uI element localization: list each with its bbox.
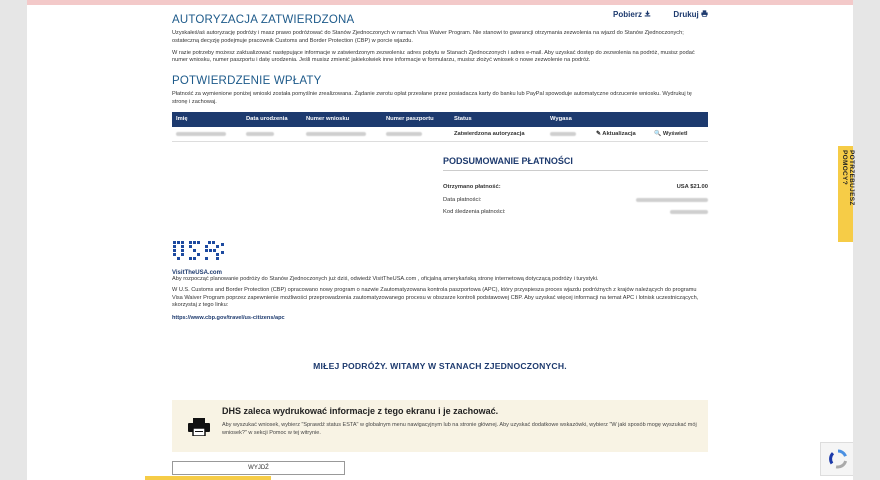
print-icon xyxy=(701,10,708,17)
col-action-1 xyxy=(592,112,650,127)
download-button[interactable] xyxy=(603,10,651,19)
approved-paragraph-2: W razie potrzeby możesz zaktualizować następujące informacje w zatwierdzonym zezwoleniu: adres pobytu w Stanach Zjednoczonych i adres e-mail. Aby uzyskać dostęp do zezwolenia na podróż, musisz podać numer wniosku, numer paszportu i datę urodzenia. Jeśli musisz zmienić jakiekolwiek inne informacje w formularzu, musisz złożyć wniosek o nowe zezwolenie na podróż. xyxy=(172,49,695,64)
logo-caption: VisitTheUSA.com xyxy=(172,270,222,276)
visit-info xyxy=(172,276,708,323)
col-application-number: Numer wniosku xyxy=(302,112,382,127)
print-notice xyxy=(172,400,708,452)
date-label: Data płatności: xyxy=(443,196,482,203)
received-label: Otrzymano płatność: xyxy=(443,184,501,191)
notice-body: Aby wyszukać wniosek, wybierz "Sprawdź status ESTA" w globalnym menu nawigacyjnym lub na stronie głównej. Aby uzyskać dodatkowe wskazówki, wybierz "W jaki sposób mogę wyszukać mój wniosek?" w sekcji Pomoc w tej witrynie. xyxy=(222,422,697,436)
col-action-2 xyxy=(650,112,708,127)
redacted-application-number xyxy=(302,127,382,142)
bottom-help-bar xyxy=(145,476,271,480)
redacted-birth-date xyxy=(242,127,302,142)
status-cell: Zatwierdzona autoryzacja xyxy=(450,127,546,142)
download-label: Pobierz xyxy=(613,10,642,19)
download-icon xyxy=(644,10,651,17)
col-status: Status xyxy=(450,112,546,127)
summary-divider xyxy=(443,170,708,171)
top-alert-bar xyxy=(27,0,853,5)
printer-icon xyxy=(188,418,210,436)
welcome-message: MIŁEJ PODRÓŻY. WITAMY W STANACH ZJEDNOCZONYCH. xyxy=(313,361,567,371)
recaptcha-icon xyxy=(827,448,849,470)
summary-row-tracking xyxy=(443,206,708,219)
received-value: USA $21.00 xyxy=(676,184,708,191)
apc-link[interactable]: https://www.cbp.gov/travel/us-citizens/apc xyxy=(172,315,285,322)
update-link[interactable]: ✎ Aktualizacja xyxy=(592,127,650,142)
content-column xyxy=(172,8,708,471)
payment-summary xyxy=(443,156,708,219)
col-birth-date: Data urodzenia xyxy=(242,112,302,127)
summary-row-date xyxy=(443,194,708,207)
approved-paragraph-1: Uzyskałeś/aś autoryzację podróży i masz prawo podróżować do Stanów Zjednoczonych w ramach Visa Waiver Program. Nie stanowi to gwarancji otrzymania zezwolenia na wjazd do Stanów Zjednoczonych; ostateczną decyzję podejmuje pracownik Customs and Border Protection (CBP) w porcie wjazdu. xyxy=(172,30,684,44)
visittheusa-logo[interactable] xyxy=(172,239,232,276)
print-label: Drukuj xyxy=(673,10,699,19)
table-row xyxy=(172,127,708,142)
notice-title: DHS zaleca wydrukować informacje z tego ekranu i je zachować. xyxy=(222,406,499,416)
summary-row-received xyxy=(443,181,708,194)
redacted-passport-number xyxy=(382,127,450,142)
payment-paragraph: Płatność za wymienione poniżej wnioski została pomyślnie zrealizowana. Żądanie zwrotu opłat przesłane przez posiadacza karty do banku lub PayPal spowoduje automatyczne odrzucenie wniosku. Wydrukuj tę stronę i zachowaj. xyxy=(172,91,692,105)
col-first-name: Imię xyxy=(172,112,242,127)
visit-paragraph-2: W U.S. Customs and Border Protection (CBP) opracowano nowy program o nazwie Zautomatyzowana kontrola paszportowa (APC), który przyspiesza proces wjazdu podróżnych z krajów należących do programu Visa Waiver Program poprzez zapewnienie możliwości przeprowadzenia zautomatyzowanego procesu w obszarze kontroli podstawowej CBP. Aby uzyskać więcej informacji na temat APC i lotnisk uczestniczących, skorzystaj z tego linku: xyxy=(172,286,699,309)
summary-title: PODSUMOWANIE PŁATNOŚCI xyxy=(443,156,573,166)
tracking-label: Kod śledzenia płatności: xyxy=(443,209,506,216)
redacted-expiry xyxy=(546,127,592,142)
view-link[interactable]: 🔍 Wyświetl xyxy=(650,127,708,142)
redacted-name xyxy=(172,127,242,142)
col-expires: Wygasa xyxy=(546,112,592,127)
help-tab-label: POTRZEBUJESZ POMOCY? xyxy=(841,150,855,206)
redacted-tracking xyxy=(670,210,708,214)
usa-logo-icon xyxy=(172,239,227,265)
table-header-row xyxy=(172,112,708,127)
help-tab[interactable] xyxy=(838,146,853,242)
approved-title: AUTORYZACJA ZATWIERDZONA xyxy=(172,14,355,26)
applications-table xyxy=(172,112,708,143)
payment-title: POTWIERDZENIE WPŁATY xyxy=(172,75,322,88)
recaptcha-badge[interactable] xyxy=(820,442,853,476)
main-page xyxy=(27,0,853,480)
print-button[interactable] xyxy=(663,10,708,19)
col-passport-number: Numer paszportu xyxy=(382,112,450,127)
redacted-date xyxy=(636,198,708,202)
page-actions xyxy=(593,10,708,19)
exit-button[interactable]: WYJDŹ xyxy=(172,461,345,475)
visit-paragraph-1: Aby rozpocząć planowanie podróży do Stanów Zjednoczonych już dziś, odwiedź VisitTheUSA.com , oficjalną amerykańską stronę internetową dotyczącą podróży i turystyki. xyxy=(172,276,599,282)
